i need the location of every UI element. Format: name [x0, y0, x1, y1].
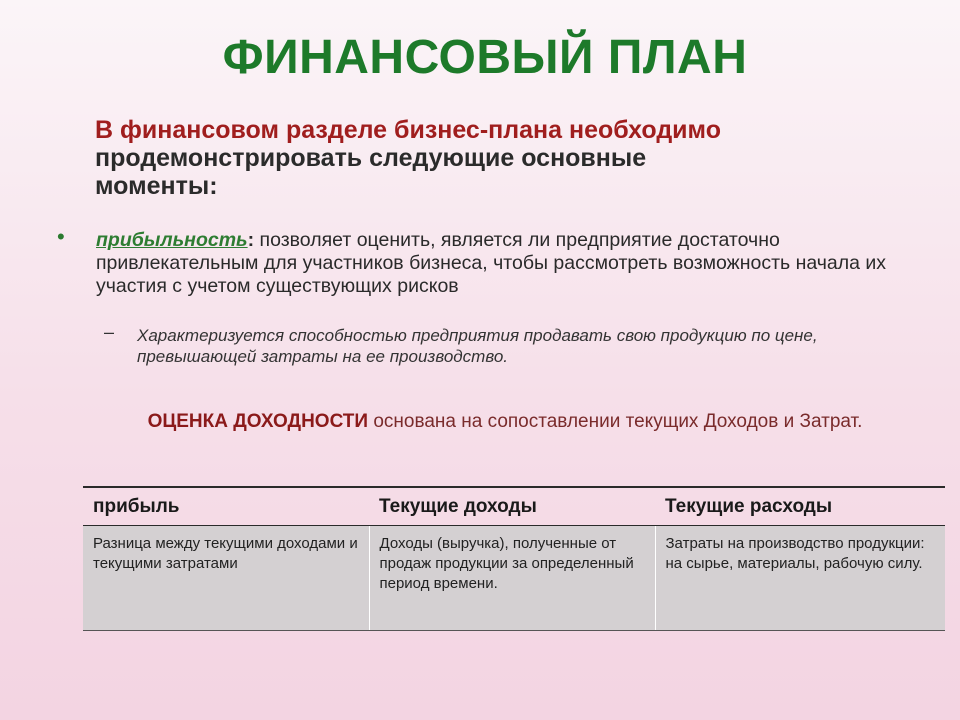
header-current-expenses: Текущие расходы [655, 487, 945, 526]
header-current-income: Текущие доходы [369, 487, 655, 526]
bullet-profitability [96, 229, 896, 298]
comparison-table [83, 486, 945, 631]
term-colon: : [247, 229, 255, 251]
table-row [83, 526, 945, 631]
note-text: основана на сопоставлении текущих Доходов и Затрат. [368, 411, 863, 432]
intro-line-2: продемонстрировать следующие основные [95, 144, 647, 172]
term-profitability: прибыльность [96, 229, 248, 251]
profitability-note [140, 410, 870, 434]
cell-current-income: Доходы (выручка), полученные от продаж продукции за определенный период времени. [369, 526, 655, 631]
intro-line-1: В финансовом разделе бизнес-плана необходимо [95, 116, 721, 144]
intro-line-3: моменты: [95, 172, 218, 200]
intro-text [95, 116, 915, 200]
note-emphasis: ОЦЕНКА ДОХОДНОСТИ [147, 411, 369, 432]
cell-profit: Разница между текущими доходами и текущими затратами [83, 526, 369, 631]
dash-icon: – [104, 322, 115, 342]
bullet-icon: • [57, 224, 65, 249]
header-profit: прибыль [83, 487, 369, 526]
subpoint-text: Характеризуется способностью предприятия продавать свою продукцию по цене, превышающей затраты на ее производство. [137, 326, 818, 366]
table-header-row [83, 487, 945, 526]
bullet-description: позволяет оценить, является ли предприятие достаточно привлекательным для участников бизнеса, чтобы рассмотреть возможность начала их участия с учетом существующих рисков [96, 229, 887, 297]
cell-current-expenses: Затраты на производство продукции: на сырье, материалы, рабочую силу. [655, 526, 945, 631]
slide-title: ФИНАНСОВЫЙ ПЛАН [222, 31, 748, 84]
